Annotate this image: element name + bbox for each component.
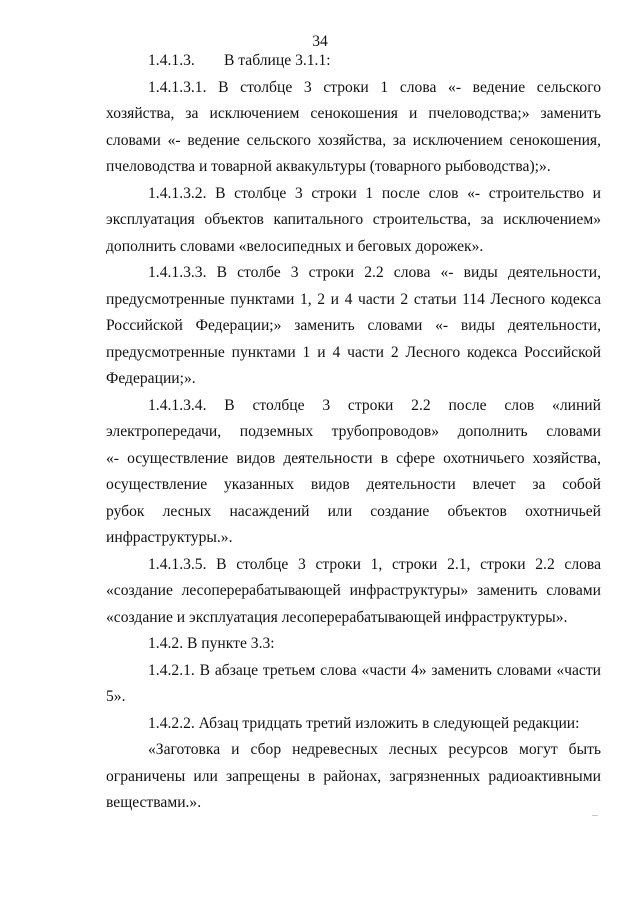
paragraph-line xyxy=(106,658,601,685)
paragraph-text: словами «- ведение сельского хозяйства, за исключением сенокошения, xyxy=(106,131,601,149)
paragraph-text: осуществление указанных видов деятельности влечет за собой xyxy=(106,476,601,493)
paragraph-line xyxy=(106,711,601,738)
clause-text: В таблице 3.1.1: xyxy=(224,52,331,69)
paragraph-text: 1.4.1.3.1. В столбце 3 строки 1 слова «- ведение сельского xyxy=(148,78,601,96)
paragraph-line xyxy=(106,552,601,579)
paragraph-line xyxy=(106,207,601,234)
paragraph-text: 1.4.1.3.2. В столбце 3 строки 1 после слов «- строительство и xyxy=(148,184,601,202)
paragraph-text: «- осуществление видов деятельности в сфере охотничьего хозяйства, xyxy=(106,449,601,467)
paragraph-text: хозяйства, за исключением сенокошения и пчеловодства;» заменить xyxy=(106,105,601,122)
paragraph-text: 5». xyxy=(106,688,126,705)
paragraph-text: 1.4.2.1. В абзаце третьем слова «части 4» заменить словами «части xyxy=(148,661,601,679)
paragraph-text: 1.4.1.3.5. В столбце 3 строки 1, строки 2.1, строки 2.2 слова xyxy=(148,555,601,573)
paragraph-text: 1.4.2. В пункте 3.3: xyxy=(148,635,275,652)
paragraph-line xyxy=(106,499,601,526)
paragraph-line xyxy=(106,684,601,711)
paragraph-line xyxy=(106,737,601,764)
paragraph-line xyxy=(106,154,601,181)
paragraph-line xyxy=(106,605,601,632)
paragraph-text: предусмотренные пунктами 1, 2 и 4 части 2 статьи 114 Лесного кодекса xyxy=(106,290,601,308)
paragraph-text: электропередачи, подземных трубопроводов» дополнить словами xyxy=(106,423,601,440)
paragraph-text: веществами.». xyxy=(106,794,202,811)
paragraph-text: «создание лесоперерабатывающей инфраструктуры» заменить словами xyxy=(106,582,601,599)
paragraph-text: предусмотренные пунктами 1 и 4 части 2 Лесного кодекса Российской xyxy=(106,343,601,361)
paragraph-text: Федерации;». xyxy=(106,370,196,387)
paragraph-line xyxy=(106,419,601,446)
paragraph-line xyxy=(106,181,601,208)
paragraph-line xyxy=(106,393,601,420)
paragraph-line xyxy=(106,128,601,155)
page-number: 34 xyxy=(312,33,328,50)
paragraph-line xyxy=(106,366,601,393)
paragraph-text: 1.4.1.3.4. В столбце 3 строки 2.2 после слов «линий xyxy=(148,396,601,414)
scan-speck xyxy=(592,815,598,816)
paragraph-line xyxy=(106,313,601,340)
paragraph-text: рубок лесных насаждений или создание объектов охотничьей xyxy=(106,502,601,520)
clause-number: 1.4.1.3. xyxy=(148,52,195,69)
paragraph-line xyxy=(106,525,601,552)
paragraph-line xyxy=(106,578,601,605)
paragraph-text: «Заготовка и сбор недревесных лесных ресурсов могут быть xyxy=(148,741,601,758)
paragraph-line xyxy=(106,75,601,102)
paragraph-line xyxy=(106,446,601,473)
paragraph-line xyxy=(106,764,601,791)
paragraph-text: 1.4.1.3.3. В столбе 3 строки 2.2 слова «- виды деятельности, xyxy=(148,264,601,281)
paragraph-text: 1.4.2.2. Абзац тридцать третий изложить в следующей редакции: xyxy=(148,714,580,732)
paragraph-text xyxy=(148,52,331,69)
paragraph-line xyxy=(106,631,601,658)
paragraph-line xyxy=(106,287,601,314)
paragraph-text: пчеловодства и товарной аквакультуры (товарного рыбоводства);». xyxy=(106,158,551,175)
paragraph-line xyxy=(106,790,601,817)
paragraph-text: Российской Федерации;» заменить словами «- виды деятельности, xyxy=(106,317,601,334)
paragraph-line xyxy=(106,340,601,367)
paragraph-line xyxy=(106,260,601,287)
paragraph-text: дополнить словами «велосипедных и беговых дорожек». xyxy=(106,237,484,255)
paragraph-line xyxy=(106,101,601,128)
paragraph-text: ограничены или запрещены в районах, загрязненных радиоактивными xyxy=(106,767,601,785)
paragraph-line xyxy=(106,48,601,75)
document-body xyxy=(106,48,601,817)
paragraph-text: инфраструктуры.». xyxy=(106,529,233,546)
paragraph-text: «создание и эксплуатация лесоперерабатывающей инфраструктуры». xyxy=(106,608,568,626)
paragraph-line xyxy=(106,472,601,499)
paragraph-text: эксплуатация объектов капитального строительства, за исключением» xyxy=(106,211,601,228)
paragraph-line xyxy=(106,234,601,261)
